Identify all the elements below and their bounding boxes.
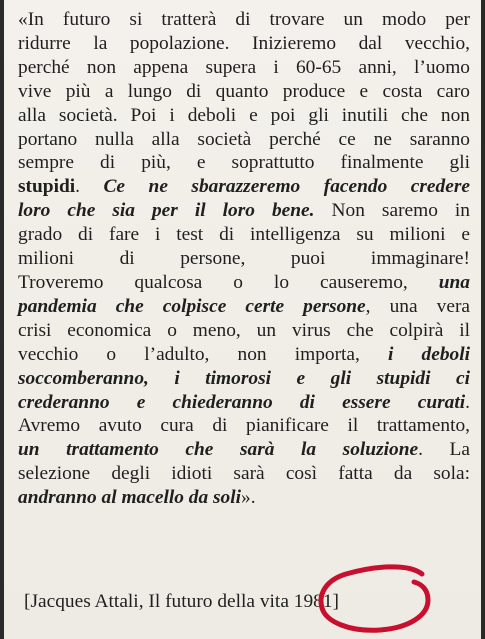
body-text: milioni di persone, puoi immaginare! (18, 248, 470, 270)
body-text: . (465, 391, 470, 413)
quote-line (18, 80, 470, 104)
quote-line (18, 32, 470, 56)
quote-line (18, 151, 470, 175)
body-text: grado di fare i test di intelligenza su milioni e (18, 224, 470, 246)
emphasized-text: un trattamento che sarà la soluzione (18, 439, 419, 461)
body-text: perché non appena supera i 60-65 anni, l’uomo (18, 56, 470, 78)
quote-line (18, 199, 470, 223)
emphasized-text: crederanno e chiederanno di essere curati (18, 391, 466, 413)
quote-line (18, 104, 470, 128)
quote-line (18, 367, 470, 391)
body-text: ridurre la popolazione. Inizieremo dal vecchio, (18, 32, 470, 54)
quote-line (18, 175, 470, 199)
quote-line (18, 295, 470, 319)
quote-line (18, 223, 470, 247)
body-text: Troveremo qualcosa o lo causeremo, (18, 271, 439, 293)
body-text: portano nulla alla società perché ce ne saranno (18, 128, 470, 150)
body-text: vive più a lungo di quanto produce e costa caro (18, 80, 470, 102)
body-text: sempre di più, e soprattutto finalmente gli (18, 152, 470, 174)
quote-line (18, 462, 470, 486)
quote-line (18, 247, 470, 271)
quote-line (18, 128, 470, 152)
body-text: crisi economica o meno, un virus che colpirà il (18, 319, 470, 341)
body-text: ». (241, 487, 256, 509)
emphasized-text: i deboli (388, 343, 470, 365)
emphasized-text: loro che sia per il loro bene. (18, 200, 315, 222)
body-text: Avremo avuto cura di pianificare il trattamento, (18, 415, 470, 437)
emphasized-text: Ce ne sbarazzeremo facendo credere (103, 176, 470, 198)
quote-line (18, 56, 470, 80)
quote-line (18, 271, 470, 295)
quote-text (18, 8, 470, 510)
body-text: vecchio o l’adulto, non importa, (18, 343, 389, 365)
body-text: «In futuro si tratterà di trovare un modo per (18, 9, 470, 30)
emphasized-text: soccomberanno, i timorosi e gli stupidi ci (18, 367, 470, 389)
quote-line (18, 486, 470, 510)
emphasized-text: stupidi (18, 176, 76, 198)
quote-line (18, 319, 470, 343)
body-text: selezione degli idioti sarà così fatta da sola: (18, 463, 470, 485)
emphasized-text: andranno al macello da soli (18, 487, 242, 509)
quote-line (18, 343, 470, 367)
emphasized-text: pandemia che colpisce certe persone (18, 295, 366, 317)
body-text: alla società. Poi i deboli e poi gli inutili che non (18, 104, 470, 126)
quote-line (18, 438, 470, 462)
quote-line (18, 8, 470, 32)
body-text: , una vera (365, 295, 471, 317)
body-text: Non saremo in (314, 200, 470, 222)
quote-line (18, 391, 470, 415)
body-text: . (75, 176, 104, 198)
citation: [Jacques Attali, Il futuro della vita 1981] (24, 591, 340, 612)
emphasized-text: una (438, 271, 470, 293)
body-text: . La (418, 439, 470, 461)
quote-line (18, 414, 470, 438)
